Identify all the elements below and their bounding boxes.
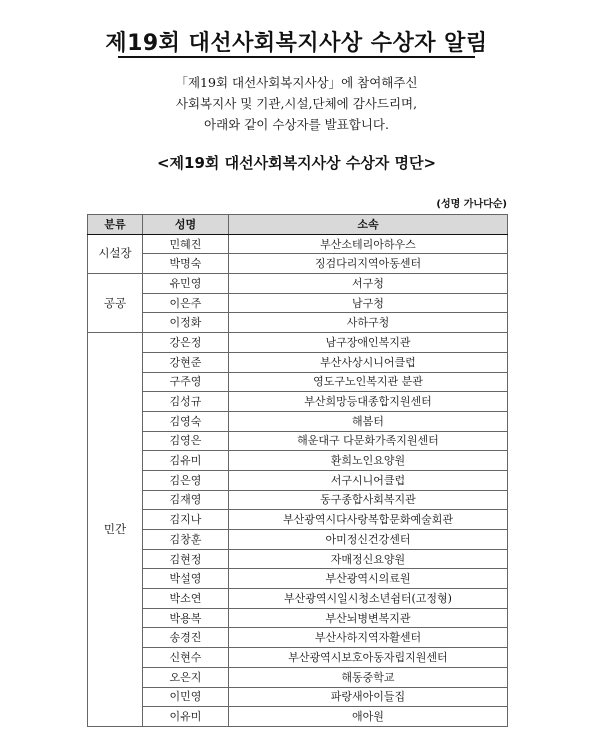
table-row <box>88 569 508 589</box>
table-row <box>88 490 508 510</box>
org-cell: 환희노인요양원 <box>229 451 508 471</box>
table-row <box>88 254 508 274</box>
name-cell: 신현수 <box>143 648 229 668</box>
org-cell: 남구장애인복지관 <box>229 333 508 353</box>
org-cell: 부산광역시보호아동자립지원센터 <box>229 648 508 668</box>
header-org: 소속 <box>229 215 508 235</box>
org-cell: 부산사상시니어클럽 <box>229 352 508 372</box>
table-row <box>88 628 508 648</box>
org-cell: 해봄터 <box>229 411 508 431</box>
category-cell: 시설장 <box>88 234 143 273</box>
org-cell: 해운대구 다문화가족지원센터 <box>229 431 508 451</box>
table-row <box>88 648 508 668</box>
name-cell: 김현정 <box>143 549 229 569</box>
org-cell: 동구종합사회복지관 <box>229 490 508 510</box>
category-cell: 민간 <box>88 333 143 727</box>
org-cell: 파랑새아이들집 <box>229 687 508 707</box>
org-cell: 징검다리지역아동센터 <box>229 254 508 274</box>
table-row <box>88 667 508 687</box>
table-row <box>88 333 508 353</box>
name-cell: 강은정 <box>143 333 229 353</box>
name-cell: 이은주 <box>143 293 229 313</box>
org-cell: 부산사하지역자활센터 <box>229 628 508 648</box>
name-cell: 이정화 <box>143 313 229 333</box>
org-cell: 서구시니어클럽 <box>229 470 508 490</box>
name-cell: 김재영 <box>143 490 229 510</box>
name-cell: 박용복 <box>143 608 229 628</box>
org-cell: 부산소테리아하우스 <box>229 234 508 254</box>
category-cell: 공공 <box>88 274 143 333</box>
table-row <box>88 431 508 451</box>
header-name: 성명 <box>143 215 229 235</box>
table-body <box>88 234 508 726</box>
table-row <box>88 293 508 313</box>
table-row <box>88 470 508 490</box>
org-cell: 서구청 <box>229 274 508 294</box>
name-cell: 박명숙 <box>143 254 229 274</box>
name-cell: 김지나 <box>143 510 229 530</box>
org-cell: 부산광역시의료원 <box>229 569 508 589</box>
name-cell: 구주영 <box>143 372 229 392</box>
org-cell: 영도구노인복지관 분관 <box>229 372 508 392</box>
name-cell: 이유미 <box>143 707 229 727</box>
name-cell: 강현준 <box>143 352 229 372</box>
table-row <box>88 707 508 727</box>
name-cell: 민혜진 <box>143 234 229 254</box>
org-cell: 남구청 <box>229 293 508 313</box>
table-row <box>88 530 508 550</box>
table-row <box>88 234 508 254</box>
table-row <box>88 392 508 412</box>
org-cell: 자매정신요양원 <box>229 549 508 569</box>
org-cell: 부산뇌병변복지관 <box>229 608 508 628</box>
org-cell: 해동중학교 <box>229 667 508 687</box>
name-cell: 유민영 <box>143 274 229 294</box>
org-cell: 부산광역시다사랑복합문화예술회관 <box>229 510 508 530</box>
title-underline <box>118 56 475 58</box>
page-title: 제19회 대선사회복지사상 수상자 알림 <box>105 31 488 56</box>
name-cell: 김은영 <box>143 470 229 490</box>
name-cell: 송경진 <box>143 628 229 648</box>
name-cell: 박설영 <box>143 569 229 589</box>
name-cell: 오은지 <box>143 667 229 687</box>
table-row <box>88 411 508 431</box>
awardee-table <box>87 214 508 727</box>
table-row <box>88 451 508 471</box>
org-cell: 부산희망등대종합지원센터 <box>229 392 508 412</box>
org-cell: 부산광역시일시청소년쉼터(고정형) <box>229 589 508 609</box>
org-cell: 아미정신건강센터 <box>229 530 508 550</box>
name-cell: 이민영 <box>143 687 229 707</box>
intro-paragraph <box>0 72 593 135</box>
table-row <box>88 510 508 530</box>
name-cell: 박소연 <box>143 589 229 609</box>
table-row <box>88 589 508 609</box>
org-cell: 애아원 <box>229 707 508 727</box>
table-row <box>88 372 508 392</box>
name-cell: 김유미 <box>143 451 229 471</box>
name-cell: 김성규 <box>143 392 229 412</box>
table-row <box>88 313 508 333</box>
table-header-row <box>88 215 508 235</box>
name-cell: 김창훈 <box>143 530 229 550</box>
table-row <box>88 549 508 569</box>
intro-line: 사회복지사 및 기관,시설,단체에 감사드리며, <box>175 96 418 111</box>
sort-note: (성명 가나다순) <box>436 199 507 210</box>
table-row <box>88 608 508 628</box>
list-subtitle: <제19회 대선사회복지사상 수상자 명단> <box>156 154 437 172</box>
table-row <box>88 352 508 372</box>
table-row <box>88 687 508 707</box>
table-row <box>88 274 508 294</box>
header-category: 분류 <box>88 215 143 235</box>
org-cell: 사하구청 <box>229 313 508 333</box>
name-cell: 김영은 <box>143 431 229 451</box>
name-cell: 김영숙 <box>143 411 229 431</box>
intro-line: 「제19회 대선사회복지사상」에 참여해주신 <box>175 75 418 90</box>
intro-line: 아래와 같이 수상자를 발표합니다. <box>204 117 389 132</box>
